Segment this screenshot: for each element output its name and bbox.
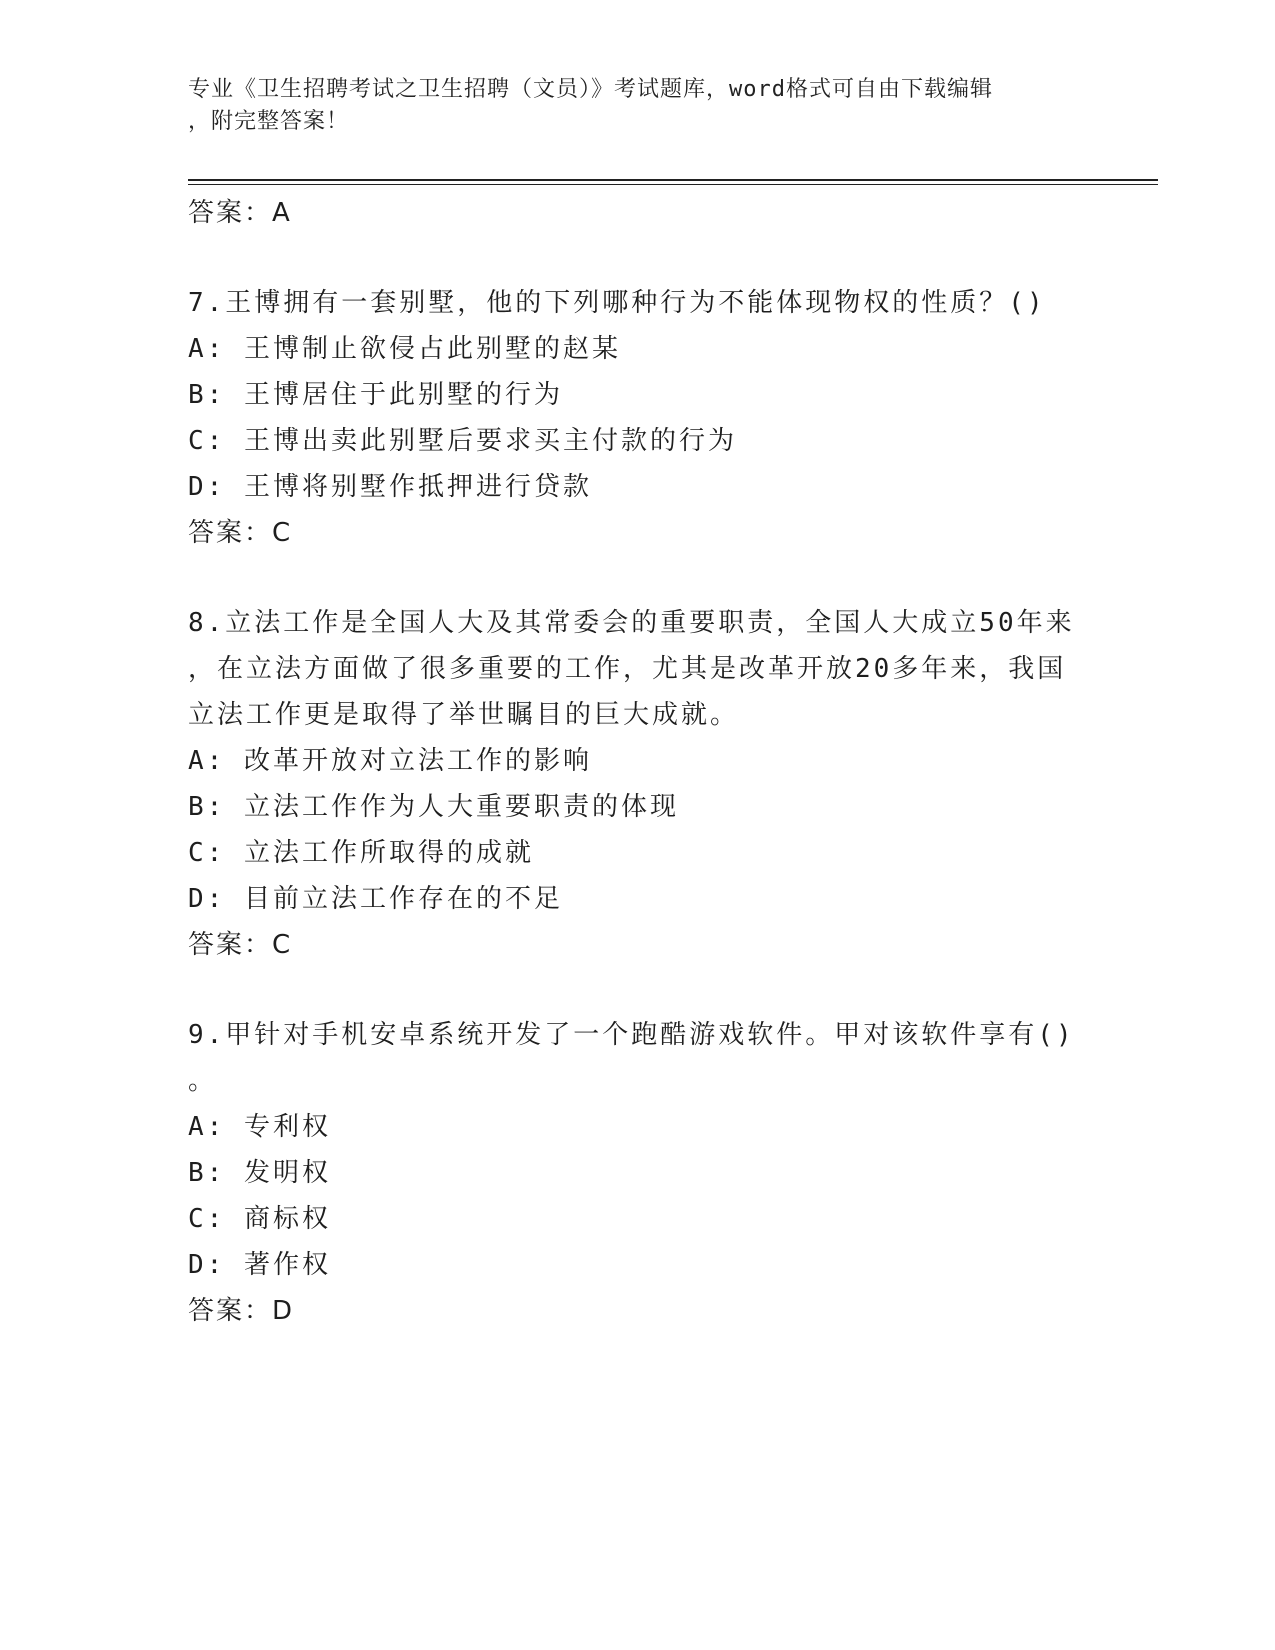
option-c: C: 商标权: [188, 1204, 331, 1234]
document-body: [188, 190, 1088, 1334]
spacer: [188, 556, 1088, 600]
question-stem-line: 立法工作更是取得了举世瞩目的巨大成就。: [188, 700, 740, 730]
option-b: B: 立法工作作为人大重要职责的体现: [188, 792, 679, 822]
document-header: [188, 74, 1088, 138]
header-line-1: 专业《卫生招聘考试之卫生招聘（文员）》考试题库，word格式可自由下载编辑: [188, 77, 993, 102]
spacer: [188, 968, 1088, 1012]
question-stem-line: 8.立法工作是全国人大及其常委会的重要职责，全国人大成立50年来: [188, 608, 1075, 638]
option-a: A: 改革开放对立法工作的影响: [188, 746, 592, 776]
answer: 答案：C: [188, 518, 293, 548]
option-a: A: 王博制止欲侵占此别墅的赵某: [188, 334, 621, 364]
header-line-2: ，附完整答案！: [188, 109, 350, 134]
header-rule-thin: [188, 184, 1158, 185]
answer: 答案：D: [188, 1296, 295, 1326]
spacer: [188, 236, 1088, 280]
question-7: [188, 280, 1088, 556]
question-stem-line: 7.王博拥有一套别墅，他的下列哪种行为不能体现物权的性质？(): [188, 288, 1046, 318]
question-9: [188, 1012, 1088, 1334]
answer: 答案：C: [188, 930, 293, 960]
option-c: C: 立法工作所取得的成就: [188, 838, 534, 868]
question-8: [188, 600, 1088, 968]
header-rule-thick: [188, 179, 1158, 181]
option-d: D: 王博将别墅作抵押进行贷款: [188, 472, 592, 502]
option-a: A: 专利权: [188, 1112, 331, 1142]
question-stem-line: 9.甲针对手机安卓系统开发了一个跑酷游戏软件。甲对该软件享有(): [188, 1020, 1075, 1050]
question-stem-line: 。: [188, 1066, 218, 1096]
option-b: B: 王博居住于此别墅的行为: [188, 380, 563, 410]
answer-previous: 答案：A: [188, 198, 292, 228]
option-c: C: 王博出卖此别墅后要求买主付款的行为: [188, 426, 737, 456]
option-b: B: 发明权: [188, 1158, 331, 1188]
option-d: D: 目前立法工作存在的不足: [188, 884, 563, 914]
question-stem-line: ，在立法方面做了很多重要的工作，尤其是改革开放20多年来，我国: [188, 654, 1067, 684]
option-d: D: 著作权: [188, 1250, 331, 1280]
